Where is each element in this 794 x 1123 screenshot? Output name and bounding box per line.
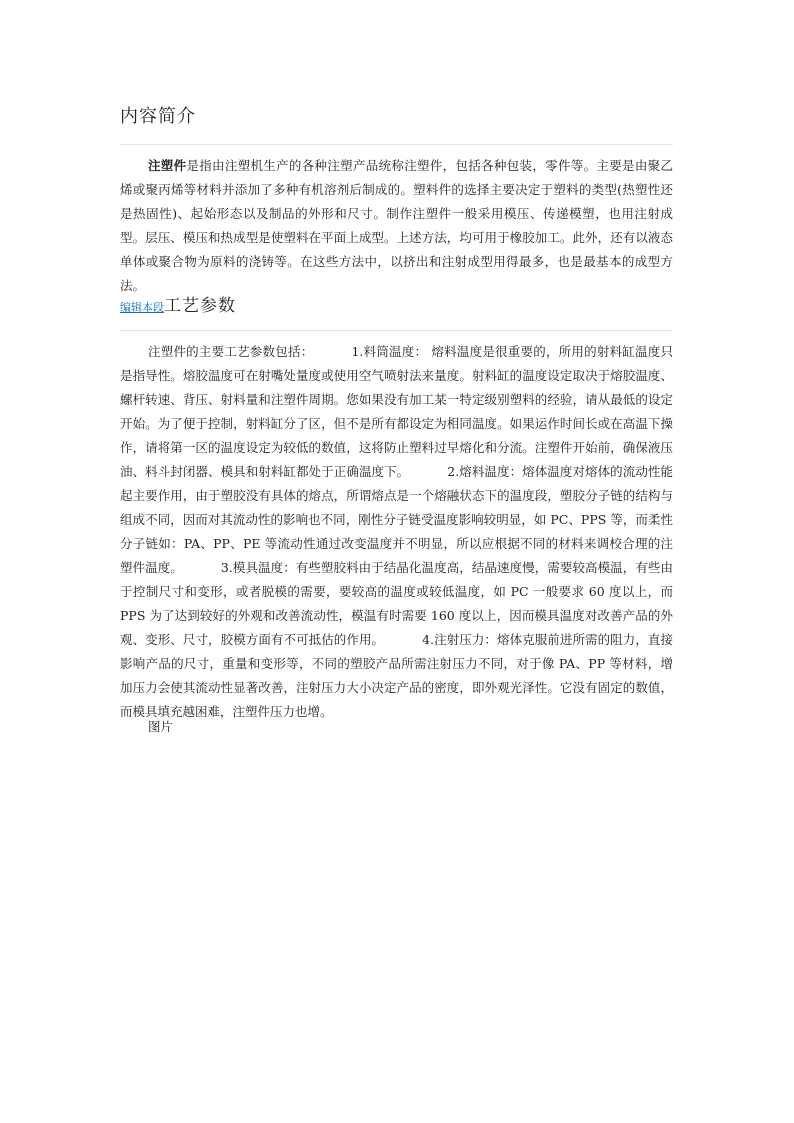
divider xyxy=(120,330,673,331)
params-intro: 注塑件的主要工艺参数包括： xyxy=(148,344,314,359)
summary-text: 是指由注塑机生产的各种注塑产品统称注塑件，包括各种包装，零件等。主要是由聚乙烯或聚丙烯等材料并添加了多种有机溶剂后制成的。塑料件的选择主要决定于塑料的类型(热塑性还是热固性)、起始形态以及制品的外形和尺寸。制作注塑件一般采用模压、传递模塑，也用注射成型。层压、模压和热成型是使塑料在平面上成型。上述方法，均可用于橡胶加工。此外，还有以液态单体或聚合物为原料的浇铸等。在这些方法中，以挤出和注射成型用得最多，也是最基本的成型方法。 xyxy=(120,158,673,293)
picture-caption: 图片 xyxy=(148,719,174,734)
divider xyxy=(120,144,673,145)
section-header-process-params xyxy=(120,291,236,316)
process-params-paragraph xyxy=(120,340,673,724)
lead-term: 注塑件 xyxy=(148,158,187,173)
param-item-barrel-temp: 1.料筒温度： 熔料温度是很重要的，所用的射料缸温度只是指导性。熔胶温度可在射嘴处量度或使用空气喷射法来量度。射料缸的温度设定取决于熔胶温度、螺杆转速、背压、射料量和注塑件周期。您如果没有加工某一特定级别塑料的经验，请从最低的设定开始。为了便于控制，射料缸分了区，但不是所有都设定为相同温度。如果运作时间长或在高温下操作，请将第一区的温度设定为较低的数值，这将防止塑料过早熔化和分流。注塑件开始前，确保液压油、料斗封闭器、模具和射料缸都处于正确温度下。 xyxy=(120,344,673,479)
section-heading-summary: 内容简介 xyxy=(120,106,196,127)
section-heading-process-params: 工艺参数 xyxy=(164,296,236,316)
param-item-injection-pressure: 4.注射压力：熔体克服前进所需的阻力，直接影响产品的尺寸，重量和变形等，不同的塑胶产品所需注射压力不同，对于像 PA、PP 等材料，增加压力会使其流动性显著改善，注射压力大小决定产品的密度，即外观光泽性。它没有固定的数值，而模具填充越困难，注塑件压力也增。 xyxy=(120,632,673,719)
param-item-mold-temp: 3.模具温度：有些塑胶料由于结晶化温度高，结晶速度慢，需要较高模温，有些由于控制尺寸和变形，或者脱模的需要，要较高的温度或较低温度，如 PC 一般要求 60 度以上，而 PPS 为了达到较好的外观和改善流动性，模温有时需要 160 度以上，因而模具温度对改善产品的外观、变形、尺寸，胶模方面有不可抵估的作用。 xyxy=(120,560,673,647)
summary-paragraph xyxy=(120,154,673,298)
param-item-melt-temp: 2.熔料温度：熔体温度对熔体的流动性能起主要作用，由于塑胶没有具体的熔点，所谓熔点是一个熔融状态下的温度段，塑胶分子链的结构与组成不同，因而对其流动性的影响也不同，刚性分子链受温度影响较明显，如 PC、PPS 等，而柔性分子链如：PA、PP、PE 等流动性通过改变温度并不明显，所以应根据不同的材料来调校合理的注塑件温度。 xyxy=(120,464,673,575)
edit-section-link[interactable]: 编辑本段 xyxy=(120,301,164,314)
